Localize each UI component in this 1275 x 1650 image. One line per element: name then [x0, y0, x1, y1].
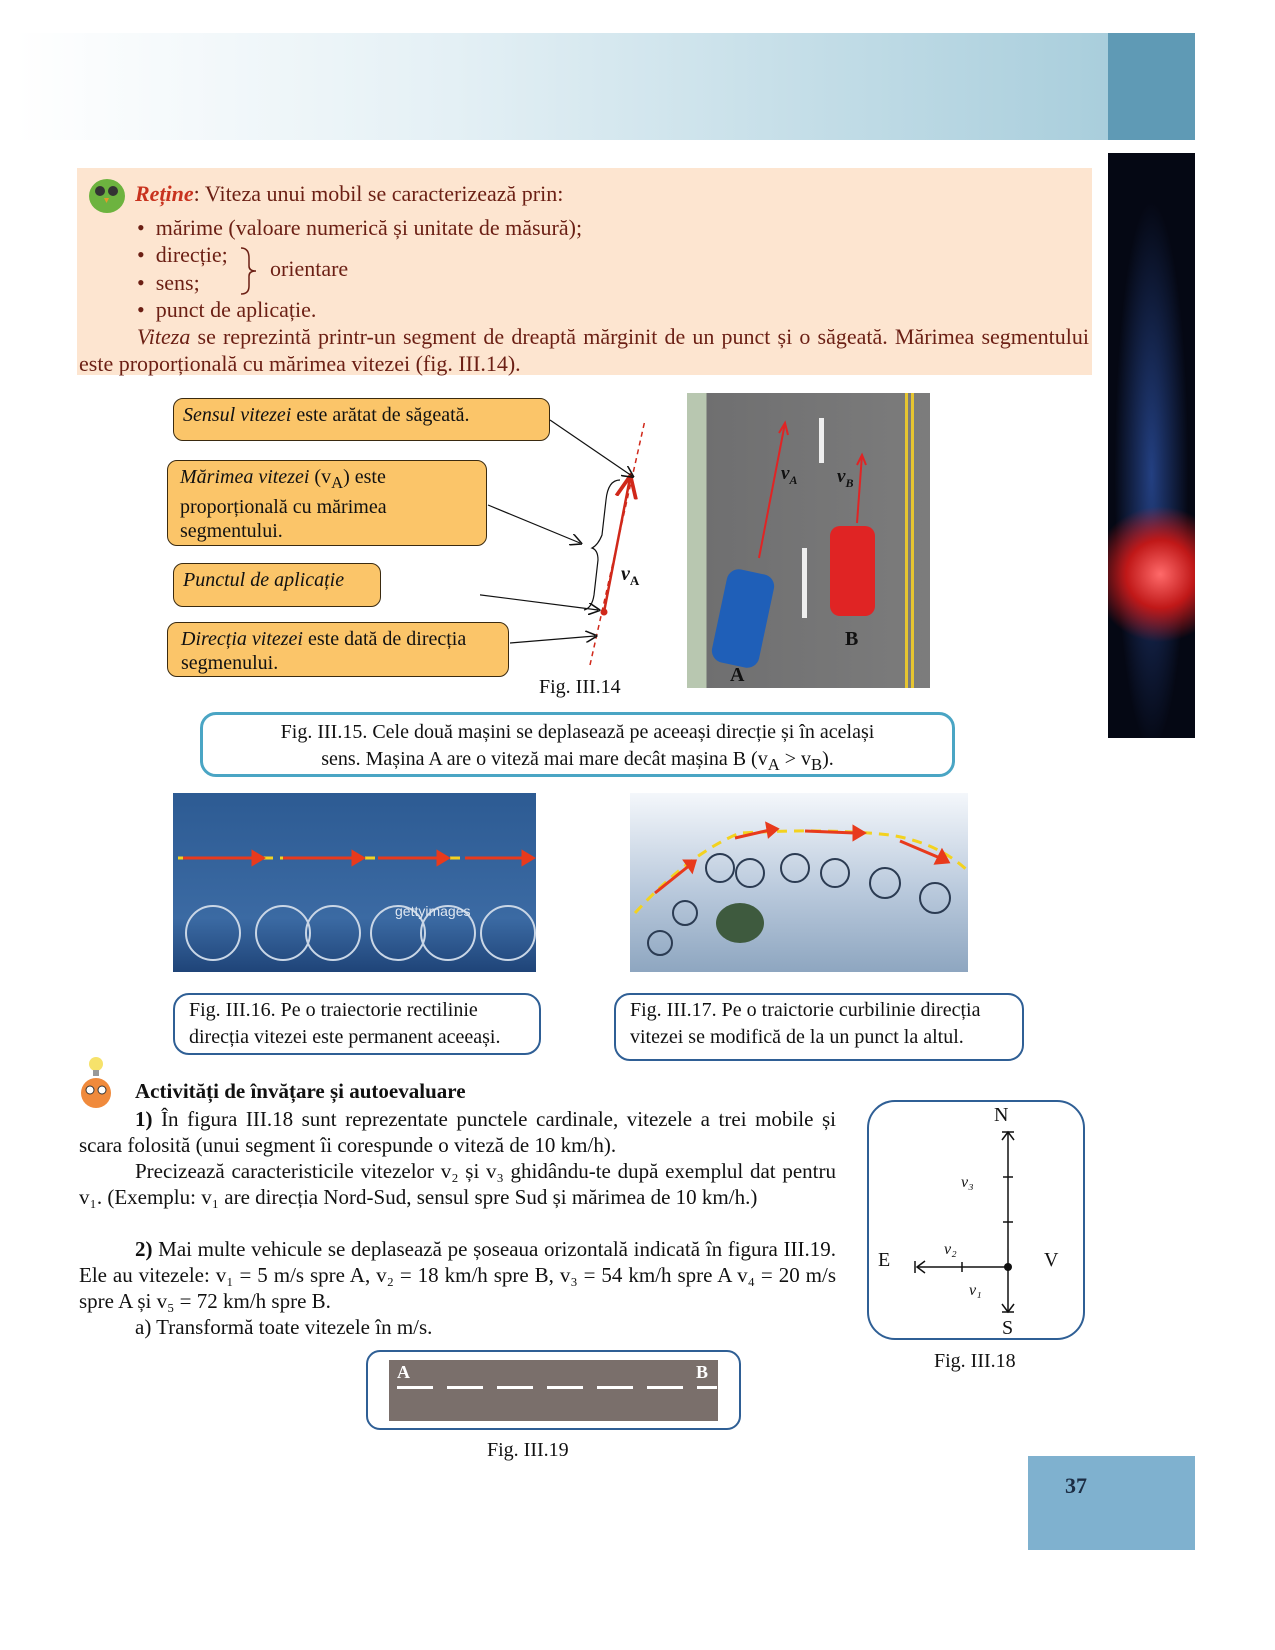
owl-icon — [83, 172, 131, 216]
fig17-caption: Fig. III.17. Pe o traictorie curbilinie direcția vitezei se modifică de la un punct la altul. — [614, 993, 1024, 1061]
fig16-caption: Fig. III.16. Pe o traiectorie rectilinie direcția vitezei este permanent aceeași. — [173, 993, 541, 1055]
vector-label: $v_A$ — [621, 563, 640, 588]
bullet-sens: • sens; — [137, 270, 200, 295]
header-band — [15, 33, 1108, 140]
fig18-box — [867, 1100, 1085, 1340]
label-car-a: A — [730, 664, 745, 686]
fig18-caption: Fig. III.18 — [934, 1350, 1016, 1372]
brace-icon — [239, 246, 259, 296]
v3-label: v₃ — [961, 1174, 974, 1191]
atom-space-image — [1108, 153, 1195, 738]
activity-2a: a) Transformă toate vitezele în m/s. — [135, 1315, 433, 1339]
activity-1-instruction: Precizează caracteristicile vitezelor v₂ și v₃ ghidându-te după exemplul dat pentru v₁. (Exemplu: v₁ are direcția Nord-Sud, sensul spre Sud și mărimea de 10 km/h.) — [79, 1159, 836, 1209]
gettyimages-watermark: gettyimages — [395, 903, 471, 919]
velocity-vector — [604, 478, 630, 612]
page-number-block — [1028, 1456, 1195, 1550]
retine-paragraph: Viteza se reprezintă printr-un segment de dreaptă mărginit de un punct și o săgeată. Mărimea segmentului este proporțională cu mărimea vitezei (fig. III.14). — [79, 324, 1089, 376]
cyclists-image — [173, 793, 536, 972]
fig15-caption: Fig. III.15. Cele două mașini se deplasează pe aceeași direcție și în același sens. Mașina A are o viteză mai mare decât mașina B $(v_A > v_B)$. — [200, 712, 955, 777]
retine-intro: Reține: Viteza unui mobil se caracterizează prin: — [135, 181, 564, 206]
application-point — [601, 609, 608, 616]
fig19-caption: Fig. III.19 — [487, 1439, 569, 1461]
north-label: N — [994, 1104, 1009, 1126]
east-label: E — [878, 1249, 891, 1271]
fig19-box — [366, 1350, 741, 1430]
road-strip — [389, 1360, 718, 1421]
header-block — [1108, 33, 1195, 140]
retine-box — [77, 168, 1092, 375]
label-va: $v_A$ — [781, 463, 798, 487]
point-b-label: B — [696, 1362, 709, 1382]
road-image — [687, 393, 930, 688]
v1-label: v₁ — [969, 1282, 982, 1299]
fig14-caption: Fig. III.14 — [539, 676, 621, 698]
activity-2: 2) Mai multe vehicule se deplasează pe șoseaua orizontală indicată în figura III.19. Ele au vitezele: v₁ = 5 m/s spre A, v₂ = 18 km/h spre B, v₃ = 54 km/h spre A v₄ = 20 m/s spre A și v₅ = 72 km/h spre B. — [79, 1237, 836, 1313]
student-lightbulb-icon — [78, 1055, 114, 1110]
velocity-vector-diagram — [480, 400, 670, 680]
bullet-marime: • mărime (valoare numerică și unitate de măsură); — [137, 215, 583, 240]
page-number: 37 — [1065, 1473, 1087, 1498]
activity-1: 1) În figura III.18 sunt reprezentate punctele cardinale, vitezele a trei mobile și scara folosită (unui segment îi corespunde o viteză de 10 km/h). — [79, 1107, 836, 1157]
bmx-image — [630, 793, 968, 972]
v2-label: v₂ — [944, 1241, 957, 1258]
bullet-directie: • direcție; — [137, 242, 228, 267]
orientare-label: orientare — [270, 256, 349, 281]
callout-directia: Direcția vitezei este dată de direcția segmenului. — [167, 622, 509, 677]
magnitude-brace — [584, 480, 620, 610]
callout-punctul: Punctul de aplicație — [173, 563, 381, 607]
label-vb: $v_B$ — [837, 466, 854, 490]
label-car-b: B — [845, 628, 859, 650]
callout-marimea: Mărimea vitezei $(v_A)$ este proporțională cu mărimea segmentului. — [167, 460, 487, 546]
west-label: V — [1044, 1249, 1059, 1271]
point-a-label: A — [397, 1362, 410, 1382]
bullet-punct: • punct de aplicație. — [137, 297, 317, 322]
south-label: S — [1002, 1317, 1014, 1339]
callout-sensul: Sensul vitezei este arătat de săgeată. — [173, 398, 550, 441]
activities-heading: Activități de învățare și autoevaluare — [135, 1079, 466, 1103]
